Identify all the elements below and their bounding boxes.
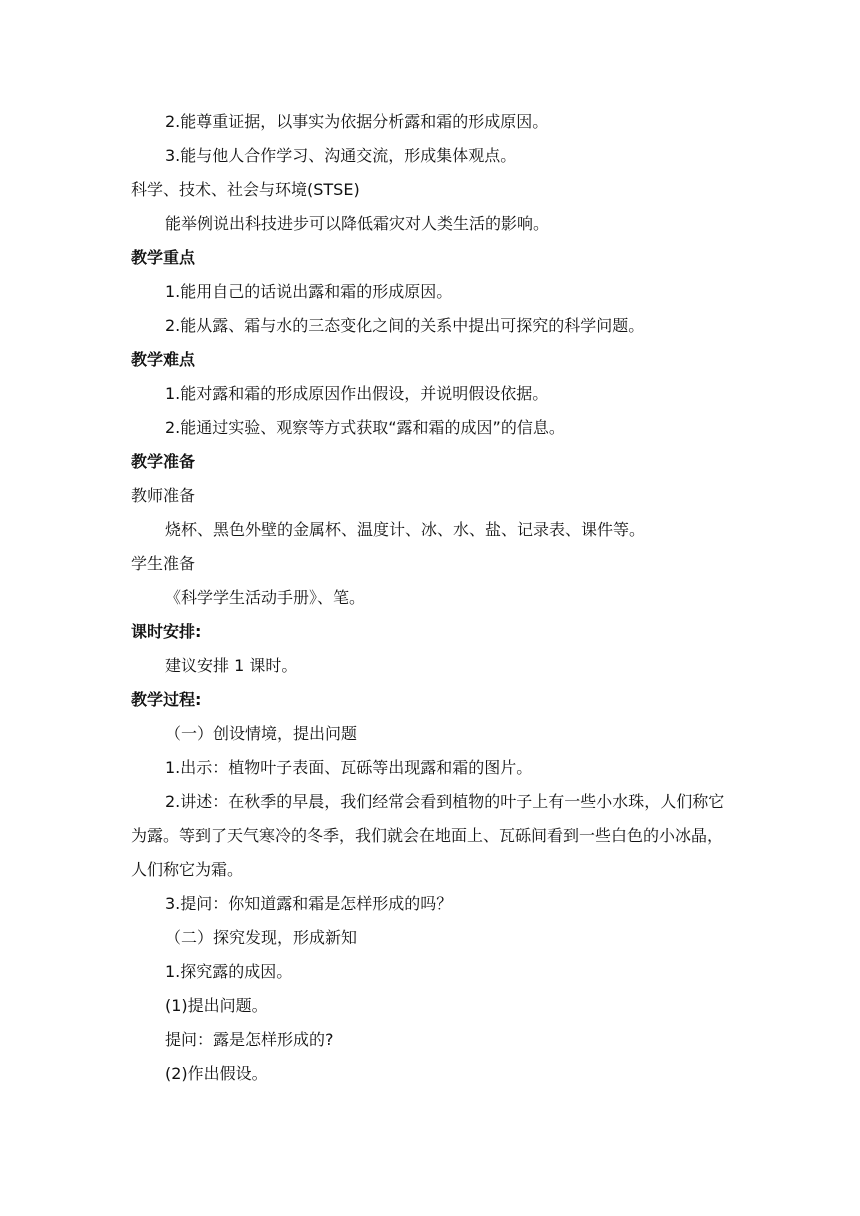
heading-key-points: 教学重点 [131,248,196,267]
paragraph-schedule: 建议安排 1 课时。 [165,656,298,675]
heading-process: 教学过程: [131,690,202,709]
paragraph-question: 提问：露是怎样形成的? [165,1030,334,1049]
heading-schedule: 课时安排: [131,622,202,641]
paragraph-step-2-1-2: (2)作出假设。 [165,1064,268,1083]
heading-preparation: 教学准备 [131,452,196,471]
paragraph-objective-3: 3.能与他人合作学习、沟通交流，形成集体观点。 [165,146,517,165]
paragraph-step-1-3: 3.提问：你知道露和霜是怎样形成的吗？ [165,894,453,913]
heading-difficulties: 教学难点 [131,350,196,369]
paragraph-step-1-2: 2.讲述：在秋季的早晨，我们经常会看到植物的叶子上有一些小水珠，人们称它为露。等到了天气寒冷的冬季，我们就会在地面上、瓦砾间看到一些白色的小冰晶，人们称它为霜。 [131,792,725,879]
paragraph-key-point-2: 2.能从露、霜与水的三态变化之间的关系中提出可探究的科学问题。 [165,316,645,335]
paragraph-stse: 能举例说出科技进步可以降低霜灾对人类生活的影响。 [165,214,550,233]
paragraph-difficulty-2: 2.能通过实验、观察等方式获取“露和霜的成因”的信息。 [165,418,565,437]
paragraph-teacher-prep: 烧杯、黑色外壁的金属杯、温度计、冰、水、盐、记录表、课件等。 [165,520,646,539]
subheading-teacher-prep: 教师准备 [131,486,196,505]
paragraph-student-prep: 《科学学生活动手册》、笔。 [165,588,366,607]
paragraph-step-2-1-1: (1)提出问题。 [165,996,268,1015]
paragraph-objective-2: 2.能尊重证据，以事实为依据分析露和霜的形成原因。 [165,112,549,131]
paragraph-step-2-1: 1.探究露的成因。 [165,962,293,981]
subheading-step-1: （一）创设情境，提出问题 [165,724,358,743]
subheading-student-prep: 学生准备 [131,554,196,573]
paragraph-difficulty-1: 1.能对露和霜的形成原因作出假设，并说明假设依据。 [165,384,549,403]
paragraph-key-point-1: 1.能用自己的话说出露和霜的形成原因。 [165,282,453,301]
subheading-step-2: （二）探究发现，形成新知 [165,928,358,947]
paragraph-step-1-1: 1.出示：植物叶子表面、瓦砾等出现露和霜的图片。 [165,758,533,777]
section-stse: 科学、技术、社会与环境(STSE) [131,180,360,199]
